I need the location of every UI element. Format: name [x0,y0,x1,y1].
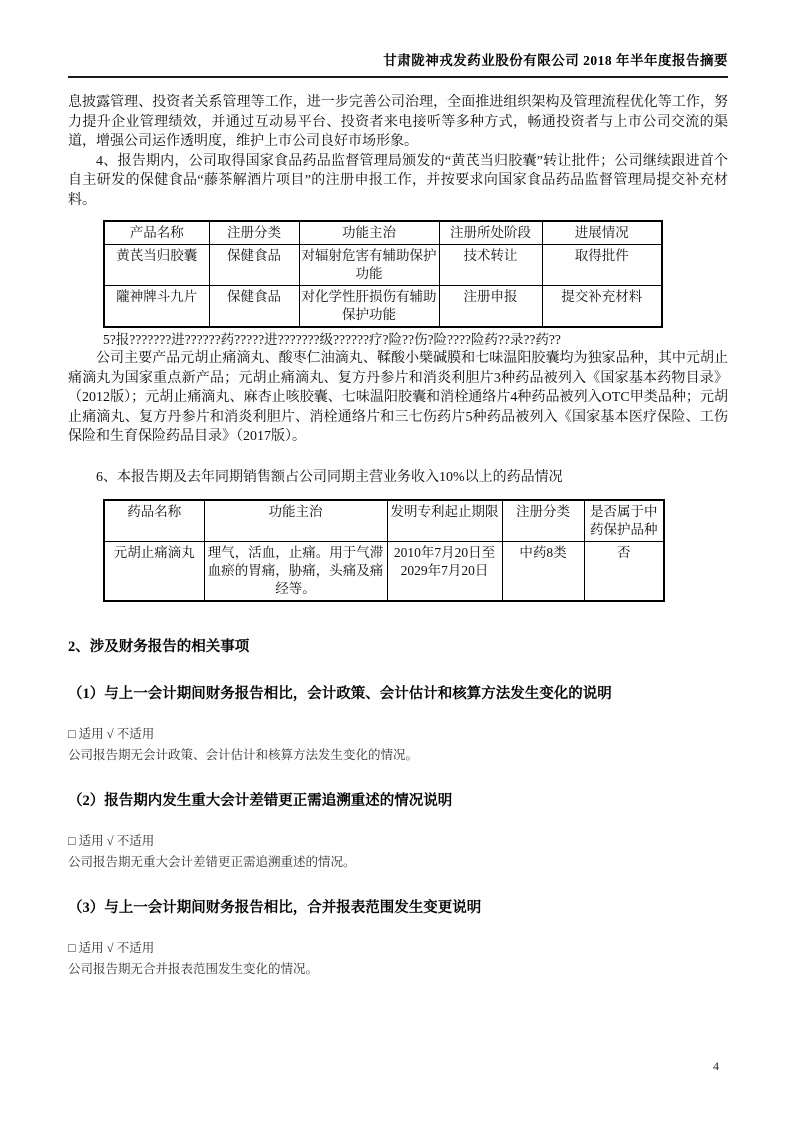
document-header [68,0,728,78]
subsection-heading-accounting-error-restatement: （2）报告期内发生重大会计差错更正需追溯重述的情况说明 [68,793,453,809]
table-cell: 保健食品 [209,245,299,286]
table-cell: 对辐射危害有辅助保护功能 [299,245,439,286]
major-drugs-table [103,499,665,602]
table-cell: 对化学性肝损伤有辅助保护功能 [299,286,439,328]
table-row [104,286,662,328]
column-header-function: 功能主治 [204,500,387,542]
paragraph-governance: 息披露管理、投资者关系管理等工作，进一步完善公司治理，全面推进组织架构及管理流程优化等工作，努力提升企业管理绩效，并通过互动易平台、投资者来电接听等多种方式，畅通投资者与上市公司交流的渠道，增强公司运作透明度，维护上市公司良好市场形象。 [68,95,728,149]
subsection-heading-accounting-policy-change: （1）与上一会计期间财务报告相比，会计政策、会计估计和核算方法发生变化的说明 [68,686,612,702]
table-cell: 提交补充材料 [542,286,662,328]
column-header-registration-class: 注册分类 [209,221,299,245]
section-heading-financial-matters: 2、涉及财务报告的相关事项 [68,639,250,655]
table-row [104,245,662,286]
registration-progress-table [103,220,663,328]
paragraph-item4: 4、报告期内，公司取得国家食品药品监督管理局颁发的“黄芪当归胶囊”转让批件；公司继续跟进首个自主研发的保健食品“藤茶解酒片项目”的注册申报工作，并按要求向国家食品药品监督管理局提交补充材料。 [68,153,728,208]
note-line: 公司报告期无合并报表范围发生变化的情况。 [68,962,319,976]
column-header-tcm-protected: 是否属于中药保护品种 [584,500,664,542]
table-header-row [104,500,664,542]
table-cell: 注册申报 [439,286,542,328]
page-number: 4 [713,1059,719,1073]
applicability-line: □ 适用 √ 不适用 [68,941,155,955]
column-header-patent-period: 发明专利起止期限 [387,500,502,542]
garbled-text-line: 5?报???????进??????药?????进???????级??????疗?险??伤?险????险药??录??药?? [103,332,561,347]
subsection-heading-consolidation-scope-change: （3）与上一会计期间财务报告相比，合并报表范围发生变更说明 [68,900,482,916]
table-cell: 黄芪当归胶囊 [104,245,209,286]
column-header-registration-stage: 注册所处阶段 [439,221,542,245]
table-cell: 否 [584,542,664,602]
table-cell: 技术转让 [439,245,542,286]
table-cell: 理气，活血，止痛。用于气滞血瘀的胃痛，胁痛，头痛及痛经等。 [204,542,387,602]
page-content [68,0,728,978]
table-row [104,542,664,602]
paragraph-products: 公司主要产品元胡止痛滴丸、酸枣仁油滴丸、鞣酸小檗碱膜和七味温阳胶囊均为独家品种，其中元胡止痛滴丸为国家重点新产品；元胡止痛滴丸、复方丹参片和消炎利胆片3种药品被列入《国家基本药物目录》（2012版）；元胡止痛滴丸、麻杏止咳胶囊、七味温阳胶囊和消栓通络片4种药品被列入OTC甲类品种；元胡止痛滴丸、复方丹参片和消炎利胆片、消栓通络片和三七伤药片5种药品被列入《国家基本医疗保险、工伤保险和生育保险药品目录》（2017版）。 [68,351,728,444]
column-header-product-name: 产品名称 [104,221,209,245]
table-cell: 隴神牌斗九片 [104,286,209,328]
note-line: 公司报告期无会计政策、会计估计和核算方法发生变化的情况。 [68,748,419,762]
column-header-progress: 进展情况 [542,221,662,245]
table-cell: 取得批件 [542,245,662,286]
table-cell: 中药8类 [502,542,584,602]
applicability-line: □ 适用 √ 不适用 [68,727,155,741]
column-header-registration-class: 注册分类 [502,500,584,542]
table-header-row [104,221,662,245]
table-cell: 保健食品 [209,286,299,328]
applicability-line: □ 适用 √ 不适用 [68,834,155,848]
report-title: 甘肃陇神戎发药业股份有限公司 2018 年半年度报告摘要 [383,53,728,68]
note-line: 公司报告期无重大会计差错更正需追溯重述的情况。 [68,855,356,869]
column-header-drug-name: 药品名称 [104,500,204,542]
column-header-function: 功能主治 [299,221,439,245]
heading-item6: 6、本报告期及去年同期销售额占公司同期主营业务收入10%以上的药品情况 [96,469,563,485]
table-cell: 元胡止痛滴丸 [104,542,204,602]
table-cell: 2010年7月20日至2029年7月20日 [387,542,502,602]
